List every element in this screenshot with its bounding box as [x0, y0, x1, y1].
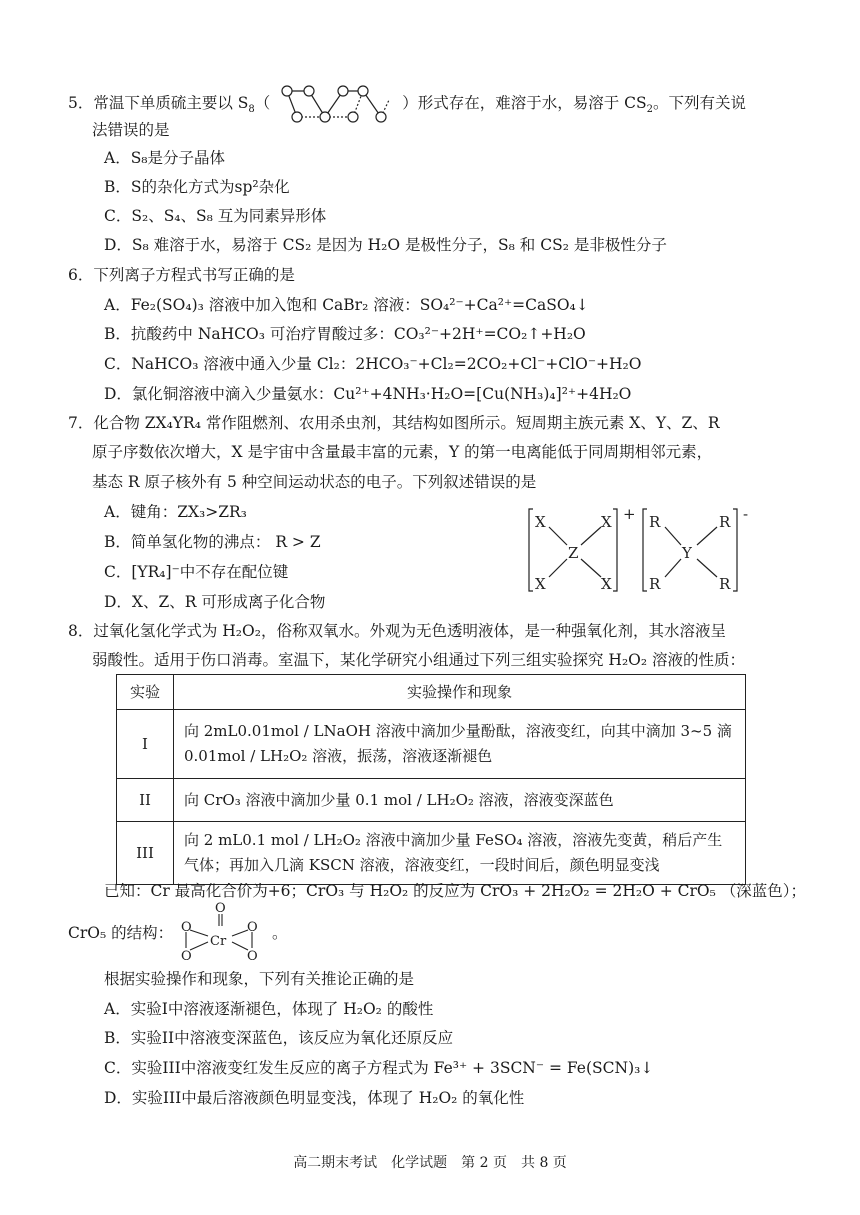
cation-charge: +: [623, 505, 636, 523]
anion-ligand-tl: R: [649, 513, 661, 531]
q8-option-c: C．实验III中溶液变红发生反应的离子方程式为 Fe³⁺ + 3SCN⁻ = Fe(SCN)₃↓: [104, 1059, 654, 1077]
q8-option-b: B．实验II中溶液变深蓝色，该反应为氧化还原反应: [104, 1029, 454, 1047]
experiment-table: [116, 674, 746, 885]
cation-ligand-bl: X: [535, 575, 546, 593]
q7-stem-line3: 基态 R 原子核外有 5 种空间运动状态的电子。下列叙述错误的是: [92, 473, 537, 491]
q8-option-d: D．实验III中最后溶液颜色明显变浅，体现了 H₂O₂ 的氧化性: [104, 1089, 525, 1107]
cro5-center: Cr: [210, 934, 227, 949]
q8-known: 已知：Cr 最高化合价为+6；CrO₃ 与 H₂O₂ 的反应为 CrO₃ + 2H₂O₂ = 2H₂O + CrO₅ （深蓝色）；: [104, 882, 806, 900]
q6-option-d: D．氯化铜溶液中滴入少量氨水：Cu²⁺+4NH₃·H₂O=[Cu(NH₃)₄]²⁺+4H₂O: [104, 385, 632, 403]
q5-stem-line2: 法错误的是: [92, 121, 170, 139]
s8-ring-structure-icon: [277, 84, 395, 124]
q8-cro5-end: 。: [272, 924, 288, 942]
q5-option-c: C．S₂、S₄、S₈ 互为同素异形体: [104, 207, 327, 225]
q8-prompt: 根据实验操作和现象，下列有关推论正确的是: [104, 970, 415, 988]
cro5-o-left-top: O: [181, 920, 192, 935]
q5-option-b: B．S的杂化方式为sp²杂化: [104, 178, 290, 196]
q8-stem-line2: 弱酸性。适用于伤口消毒。室温下，某化学研究小组通过下列三组实验探究 H₂O₂ 溶液的性质：: [92, 651, 746, 669]
anion-ligand-bl: R: [649, 575, 661, 593]
q7-option-d: D．X、Z、R 可形成离子化合物: [104, 593, 326, 611]
anion-charge: -: [743, 505, 749, 523]
anion-center: Y: [682, 544, 692, 562]
cation-ligand-tl: X: [535, 513, 546, 531]
q8-stem-line1: 8．过氧化氢化学式为 H₂O₂，俗称双氧水。外观为无色透明液体，是一种强氧化剂，其水溶液呈: [68, 622, 726, 640]
table-row: [117, 822, 746, 885]
table-header: 实验: [117, 675, 174, 710]
q5-option-a: A．S₈是分子晶体: [104, 149, 226, 167]
q7-option-a: A．键角：ZX₃>ZR₃: [104, 503, 247, 521]
q5-stem: 5．常温下单质硫主要以 $S_8$（ ）形式存在，难溶于水，易溶于 $CS_2$。下列有关说: [68, 84, 746, 124]
cro5-o-right-top: O: [247, 920, 258, 935]
q7-stem-line2: 原子序数依次增大，X 是宇宙中含量最丰富的元素，Y 的第一电离能低于同周期相邻元素，: [92, 443, 713, 461]
experiment-id: I: [117, 710, 174, 779]
q6-option-c: C．NaHCO₃ 溶液中通入少量 Cl₂：2HCO₃⁻+Cl₂=2CO₂+Cl⁻+ClO⁻+H₂O: [104, 355, 642, 373]
table-header-row: [117, 675, 746, 710]
experiment-description: 向 2 mL0.1 mol / LH₂O₂ 溶液中滴加少量 FeSO₄ 溶液，溶液先变黄，稍后产生气体；再加入几滴 KSCN 溶液，溶液变红，一段时间后，颜色明显变浅: [174, 822, 746, 885]
cro5-o-right-bottom: O: [247, 949, 258, 964]
q8-option-a: A．实验I中溶液逐渐褪色，体现了 H₂O₂ 的酸性: [104, 1000, 434, 1018]
experiment-description: 向 2mL0.01mol / LNaOH 溶液中滴加少量酚酞，溶液变红，向其中滴加 3~5 滴 0.01mol / LH₂O₂ 溶液，振荡，溶液逐渐褪色: [174, 710, 746, 779]
anion-ligand-br: R: [719, 575, 731, 593]
q7-option-b: B．简单氢化物的沸点： R > Z: [104, 533, 321, 551]
q7-stem-line1: 7．化合物 ZX₄YR₄ 常作阻燃剂、农用杀虫剂，其结构如图所示。短周期主族元素 X、Y、Z、R: [68, 414, 720, 432]
page-footer: 高二期末考试 化学试题 第 2 页 共 8 页: [293, 1155, 567, 1171]
anion-ligand-tr: R: [719, 513, 731, 531]
cro5-structure-diagram: [174, 900, 270, 964]
table-row: [117, 779, 746, 822]
cation-center: Z: [568, 544, 579, 562]
experiment-id: III: [117, 822, 174, 885]
zx4yr4-structure-diagram: [525, 505, 785, 597]
q7-option-c: C．[YR₄]⁻中不存在配位键: [104, 563, 289, 581]
q6-option-b: B．抗酸药中 NaHCO₃ 可治疗胃酸过多：CO₃²⁻+2H⁺=CO₂↑+H₂O: [104, 325, 586, 343]
cro5-o-top: O: [215, 901, 226, 916]
q6-option-a: A．Fe₂(SO₄)₃ 溶液中加入饱和 CaBr₂ 溶液：SO₄²⁻+Ca²⁺=CaSO₄↓: [104, 296, 589, 314]
cation-ligand-br: X: [601, 575, 612, 593]
experiment-description: 向 CrO₃ 溶液中滴加少量 0.1 mol / LH₂O₂ 溶液，溶液变深蓝色: [174, 779, 746, 822]
q6-stem: 6．下列离子方程式书写正确的是: [68, 266, 295, 284]
cation-ligand-tr: X: [601, 513, 612, 531]
table-row: [117, 710, 746, 779]
q5-option-d: D．S₈ 难溶于水，易溶于 CS₂ 是因为 H₂O 是极性分子，S₈ 和 CS₂ 是非极性分子: [104, 236, 667, 254]
cro5-o-left-bottom: O: [181, 949, 192, 964]
experiment-id: II: [117, 779, 174, 822]
table-header: 实验操作和现象: [174, 675, 746, 710]
q8-cro5-label: CrO₅ 的结构：: [68, 924, 174, 942]
